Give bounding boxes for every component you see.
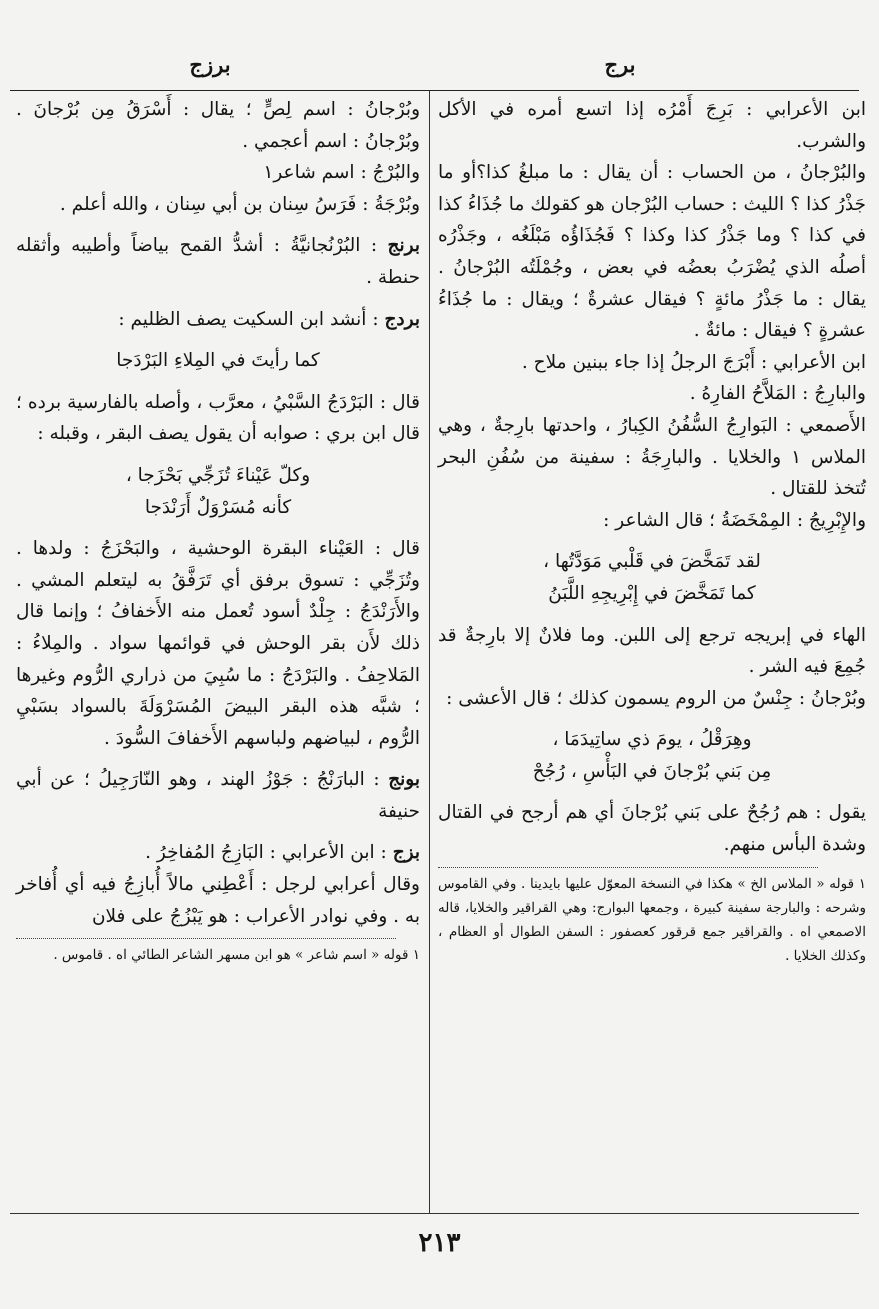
paragraph: وقال أعرابي لرجل : أَعْطِني مالاً أُبازِجُ فيه أي أُفاخر به . وفي نوادر الأعراب : هو يَبْزُجُ على فلان (16, 874, 420, 927)
footnote-rule (438, 867, 818, 868)
paragraph: وبُرْجانُ : جِنْسٌ من الروم يسمون كذلك ؛ قال الأعشى : (446, 687, 866, 709)
footer-rule (10, 1213, 859, 1214)
page-number: ٢١٣ (418, 1228, 461, 1258)
entry (16, 304, 420, 336)
verse-line: مِن بَني بُرْجانَ في البَأْسِ ، رُجُحْ (532, 760, 772, 782)
entry-headword: بزج (392, 842, 420, 864)
footnote-rule (16, 938, 396, 939)
right-column (438, 94, 866, 968)
footnote: ١ قوله « اسم شاعر » هو ابن مسهر الشاعر الطائي اه . قاموس . (53, 947, 420, 964)
entry-headword: بردج (384, 308, 420, 330)
spacer (16, 754, 420, 764)
paragraph: والإِبْرِيجُ : المِمْخَضَةُ ؛ قال الشاعر : (603, 509, 866, 531)
column-divider (429, 91, 430, 1213)
verse-line: وهِرَقْلُ ، يومَ ذي ساتِيدَمَا ، (552, 729, 752, 751)
paragraph: الأَصمعي : البَوارِجُ السُّفُنُ الكِبارُ ، واحدتها بارِجةٌ ، وهي الملاس ١ والخلايا . والبارِجَةُ : سفينة من سُفُنِ البحر تُتخذ للقتال . (438, 414, 866, 500)
entry (16, 837, 420, 869)
paragraph: ابن الأعرابي : بَرِجَ أَمْرُه إذا اتسع أمره في الأكل والشرب. (438, 99, 866, 152)
entry-headword: برنج (387, 235, 420, 257)
entry-text: : أنشد ابن السكيت يصف الظليم : (118, 308, 379, 330)
verse (438, 724, 866, 787)
verse-line: لقد تَمَخَّضَ في قَلْبي مَوَدَّتُها ، (543, 551, 761, 573)
running-header-right: برج (604, 52, 636, 77)
paragraph: ابن الأعرابي : أَبْرَجَ الرجلُ إذا جاء ببنين ملاح . (521, 351, 866, 373)
paragraph: والبُرْجُ : اسم شاعر١ (263, 162, 420, 184)
entry (16, 230, 420, 293)
paragraph: وبُرْجانُ : اسم لِصٍّ ؛ يقال : أَسْرَقُ مِن بُرْجانَ . وبُرْجانُ : اسم أعجمي . (16, 99, 420, 152)
entry-text: : ابن الأعرابي : البَازِجُ المُفاخِرُ . (145, 842, 387, 864)
paragraph: والبارِجُ : المَلاَّحُ الفارِهُ . (689, 383, 866, 405)
running-header-left: برزج (189, 52, 231, 77)
footnote: ١ قوله « الملاس الخ » هكذا في النسخة المعوّل عليها بايدينا . وفي القاموس وشرحه : والبارجة سفينة كبيرة ، وجمعها البوارج: وهي القراقير والخلايا، قاله الاصمعي اه . والقراقير جمع قرقور كعصفور : السفن الطوال أو العظام ، وكذلك الخلايا . (438, 875, 866, 964)
verse-line: كما رأيتَ في المِلاءِ البَرْدَجا (116, 350, 320, 372)
entry-text: : البُرْنُجانيَّةُ : أشدُّ القمح بياضاً وأطيبه وأثقله حنطة . (16, 235, 420, 288)
left-column (16, 94, 420, 967)
verse (438, 546, 866, 609)
paragraph: والبُرْجانُ ، من الحساب : أن يقال : ما مبلغُ كذا؟أو ما جَذْرُ كذا ؟ الليث : حساب البُرْجان هو كقولك ما جُذَاءُ كذا في كذا ؟ وما جَذْرُ كذا وكذا ؟ فَجُذَاؤُه مَبْلَغُه ، وجَذْرُه أصلُه الذي يُضْرَبُ بعضُه في بعض ، وجُمْلَتُه البُرْجانُ . يقال : ما جَذْرُ مائةٍ ؟ فيقال عشرةٌ ؛ ويقال : ما جُذَاءُ عشرةٍ ؟ فيقال : مائةٌ . (438, 162, 866, 342)
spacer (16, 294, 420, 304)
paragraph: وبُرْجَةُ : فَرَسُ سِنان بن أبي سِنان ، والله أعلم . (59, 193, 420, 215)
verse (16, 460, 420, 523)
entry-headword: بونج (388, 769, 420, 791)
spacer (16, 220, 420, 230)
header-rule (10, 90, 859, 91)
verse-line: كما تَمَخَّضَ في إِبْرِيجِهِ اللَّبَنُ (548, 582, 756, 604)
paragraph: يقول : هم رُجُحٌ على بَني بُرْجانَ أي هم أرجح في القتال وشدة البأس منهم. (438, 802, 866, 856)
paragraph: قال : البَرْدَجُ السَّبْيُ ، معرَّب ، وأصله بالفارسية برده ؛ قال ابن بري : صوابه أن يقول يصف البقر ، وقبله : (16, 391, 420, 445)
verse-line: كأنه مُسَرْوَلٌ أَرَنْدَجا (144, 496, 292, 518)
verse-line: وكلّ عَيْناءَ تُزَجِّي بَحْزَجا ، (125, 464, 311, 486)
verse (16, 345, 420, 377)
entry (16, 764, 420, 827)
spacer (16, 827, 420, 837)
entry-text: : البارَنْجُ : جَوْزُ الهند ، وهو النّارَجِيلُ ؛ عن أبي حنيفة (16, 769, 420, 822)
paragraph: قال : العَيْناء البقرة الوحشية ، والبَحْزَجُ : ولدها . وتُزَجِّي : تسوق برفق أي تَرَفَّقُ به ليتعلم المشي . والأَرَنْدَجُ : جِلْدٌ أسود تُعمل منه الأَخفافُ ؛ وإنما قال ذلك لأَن بقر الوحش في قوائمها سواد . والمِلاءُ : المَلاحِفُ . والبَرْدَجُ : ما سُبِيَ من ذراري الرُّوم وغيرها ؛ شبَّه هذه البقر البيضَ المُسَرْوَلَةَ بالسواد بسَبْيِ الرُّوم ، لبياضهم ولباسهم الأَخفافَ السُّودَ . (16, 538, 420, 749)
paragraph: الهاء في إبريجه ترجع إلى اللبن. وما فلانٌ إلا بارِجةٌ قد جُمِعَ فيه الشر . (438, 624, 866, 678)
